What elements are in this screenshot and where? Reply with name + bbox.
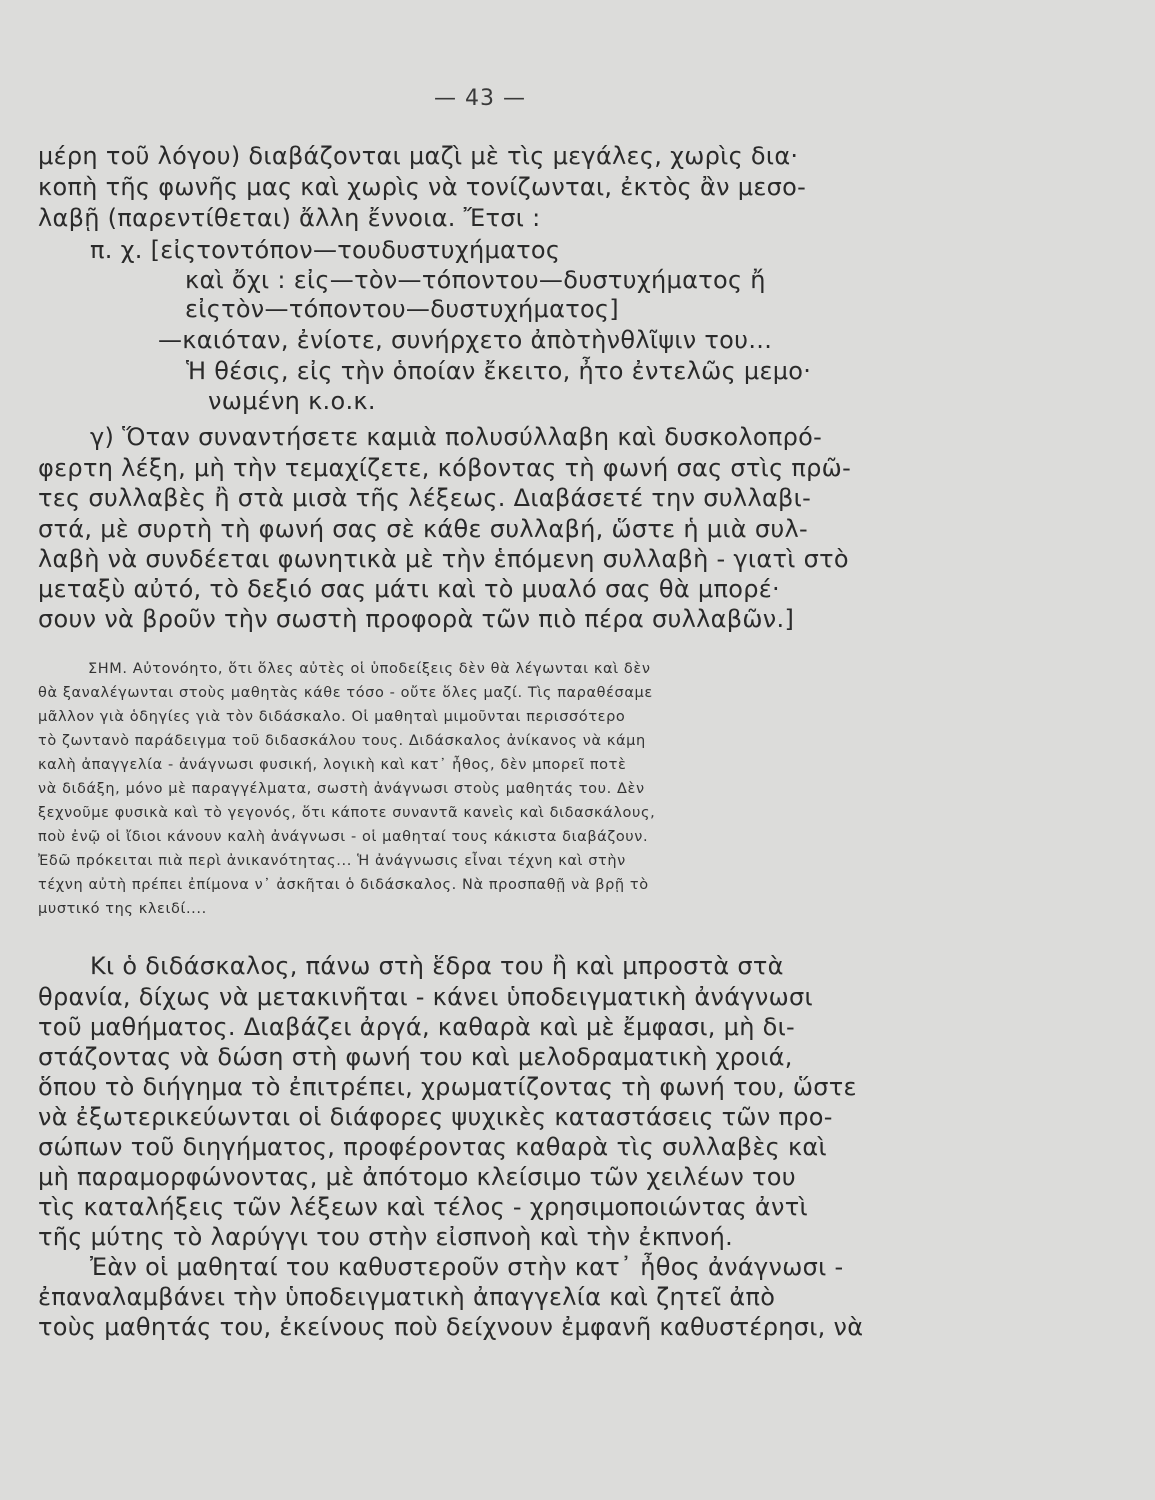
text-line: σουν νὰ βροῦν τὴν σωστὴ προφορὰ τῶν πιὸ πέρα συλλαβῶν.] xyxy=(38,605,795,633)
text-line: Ἐὰν οἱ μαθηταί του καθυστεροῦν στὴν κατ᾽ ἦθος ἀνάγνωσι - xyxy=(90,1253,844,1281)
text-line: σώπων τοῦ διηγήματος, προφέροντας καθαρὰ τὶς συλλαβὲς καὶ xyxy=(38,1133,827,1161)
note-line: ΣΗΜ. Αὐτονόητο, ὅτι ὅλες αὐτὲς οἱ ὑποδείξεις δὲν θὰ λέγωνται καὶ δὲν xyxy=(88,661,651,677)
text-line: ὅπου τὸ διήγημα τὸ ἐπιτρέπει, χρωματίζοντας τὴ φωνή του, ὥστε xyxy=(38,1073,857,1101)
note-line: μᾶλλον γιὰ ὁδηγίες γιὰ τὸν διδάσκαλο. Οἱ μαθηταὶ μιμοῦνται περισσότερο xyxy=(38,709,626,725)
text-line: γ) Ὅταν συναντήσετε καμιὰ πολυσύλλαβη καὶ δυσκολοπρό- xyxy=(90,423,823,451)
text-line: μὴ παραμορφώνοντας, μὲ ἀπότομο κλείσιμο τῶν χειλέων του xyxy=(38,1163,796,1191)
text-line: Κι ὁ διδάσκαλος, πάνω στὴ ἕδρα του ἢ καὶ μπροστὰ στὰ xyxy=(90,952,784,980)
text-line: λαβὴ νὰ συνδέεται φωνητικὰ μὲ τὴν ἑπόμενη συλλαβὴ - γιατὶ στὸ xyxy=(38,545,849,573)
text-line: τῆς μύτης τὸ λαρύγγι του στὴν εἰσπνοὴ καὶ τὴν ἐκπνοή. xyxy=(38,1223,734,1251)
page-number: — 43 — xyxy=(434,86,526,111)
text-line: κοπὴ τῆς φωνῆς μας καὶ χωρὶς νὰ τονίζωνται, ἐκτὸς ἂν μεσο- xyxy=(38,173,807,201)
text-line: μεταξὺ αὐτό, τὸ δεξιό σας μάτι καὶ τὸ μυαλό σας θὰ μπορέ· xyxy=(38,575,780,603)
text-line: τες συλλαβὲς ἢ στὰ μισὰ τῆς λέξεως. Διαβάσετέ την συλλαβι- xyxy=(38,484,812,512)
text-line: τοὺς μαθητάς του, ἐκείνους ποὺ δείχνουν ἐμφανῆ καθυστέρησι, νὰ xyxy=(38,1313,864,1341)
text-line: —καιόταν, ἐνίοτε, συνήρχετο ἀπὸτὴνθλῖψιν του... xyxy=(158,326,773,354)
text-line: νωμένη κ.ο.κ. xyxy=(208,387,376,415)
note-line: καλὴ ἀπαγγελία - ἀνάγνωσι φυσική, λογικὴ καὶ κατ᾽ ἦθος, δὲν μπορεῖ ποτὲ xyxy=(38,757,627,773)
note-line: τέχνη αὐτὴ πρέπει ἐπίμονα ν᾽ ἀσκῆται ὁ διδάσκαλος. Νὰ προσπαθῇ νὰ βρῇ τὸ xyxy=(38,877,649,893)
note-line: νὰ διδάξη, μόνο μὲ παραγγέλματα, σωστὴ ἀνάγνωσι στοὺς μαθητάς του. Δὲν xyxy=(38,781,645,797)
note-line: ξεχνοῦμε φυσικὰ καὶ τὸ γεγονός, ὅτι κάποτε συναντᾶ κανεὶς καὶ διδασκάλους, xyxy=(38,805,656,821)
text-line: λαβῇ (παρεντίθεται) ἄλλη ἔννοια. Ἔτσι : xyxy=(38,204,541,232)
text-line: Ἡ θέσις, εἰς τὴν ὁποίαν ἔκειτο, ἦτο ἐντελῶς μεμο· xyxy=(186,357,812,385)
note-line: θὰ ξαναλέγωνται στοὺς μαθητὰς κάθε τόσο - οὔτε ὅλες μαζί. Τὶς παραθέσαμε xyxy=(38,685,653,701)
note-line: ποὺ ἐνῷ οἱ ἴδιοι κάνουν καλὴ ἀνάγνωσι - οἱ μαθηταί τους κάκιστα διαβάζουν. xyxy=(38,829,649,845)
text-line: στά, μὲ συρτὴ τὴ φωνή σας σὲ κάθε συλλαβή, ὥστε ἡ μιὰ συλ- xyxy=(38,515,809,543)
text-line: μέρη τοῦ λόγου) διαβάζονται μαζὶ μὲ τὶς μεγάλες, χωρὶς δια· xyxy=(38,142,799,170)
text-line: τοῦ μαθήματος. Διαβάζει ἀργά, καθαρὰ καὶ μὲ ἔμφασι, μὴ δι- xyxy=(38,1013,796,1041)
note-line: μυστικό της κλειδί.... xyxy=(38,901,207,917)
text-line: ἐπαναλαμβάνει τὴν ὑποδειγματικὴ ἀπαγγελία καὶ ζητεῖ ἀπὸ xyxy=(38,1283,776,1311)
text-line: νὰ ἐξωτερικεύωνται οἱ διάφορες ψυχικὲς καταστάσεις τῶν προ- xyxy=(38,1103,833,1131)
note-line: τὸ ζωντανὸ παράδειγμα τοῦ διδασκάλου τους. Διδάσκαλος ἀνίκανος νὰ κάμη xyxy=(38,733,646,749)
text-line: στάζοντας νὰ δώση στὴ φωνή του καὶ μελοδραματικὴ χροιά, xyxy=(38,1043,793,1071)
text-line: π. χ. [εἰςτοντόπον—τουδυστυχήματος xyxy=(90,236,561,264)
text-line: τὶς καταλήξεις τῶν λέξεων καὶ τέλος - χρησιμοποιώντας ἀντὶ xyxy=(38,1193,808,1221)
text-line: καὶ ὄχι : εἰς—τὸν—τόποντου—δυστυχήματος ἤ xyxy=(185,266,766,294)
text-line: θρανία, δίχως νὰ μετακινῆται - κάνει ὑποδειγματικὴ ἀνάγνωσι xyxy=(38,983,813,1011)
text-line: φερτη λέξη, μὴ τὴν τεμαχίζετε, κόβοντας τὴ φωνή σας στὶς πρῶ- xyxy=(38,454,852,482)
text-line: εἰςτὸν—τόποντου—δυστυχήματος] xyxy=(185,295,619,323)
note-line: Ἐδῶ πρόκειται πιὰ περὶ ἀνικανότητας... Ἡ ἀνάγνωσις εἶναι τέχνη καὶ στὴν xyxy=(38,853,626,869)
